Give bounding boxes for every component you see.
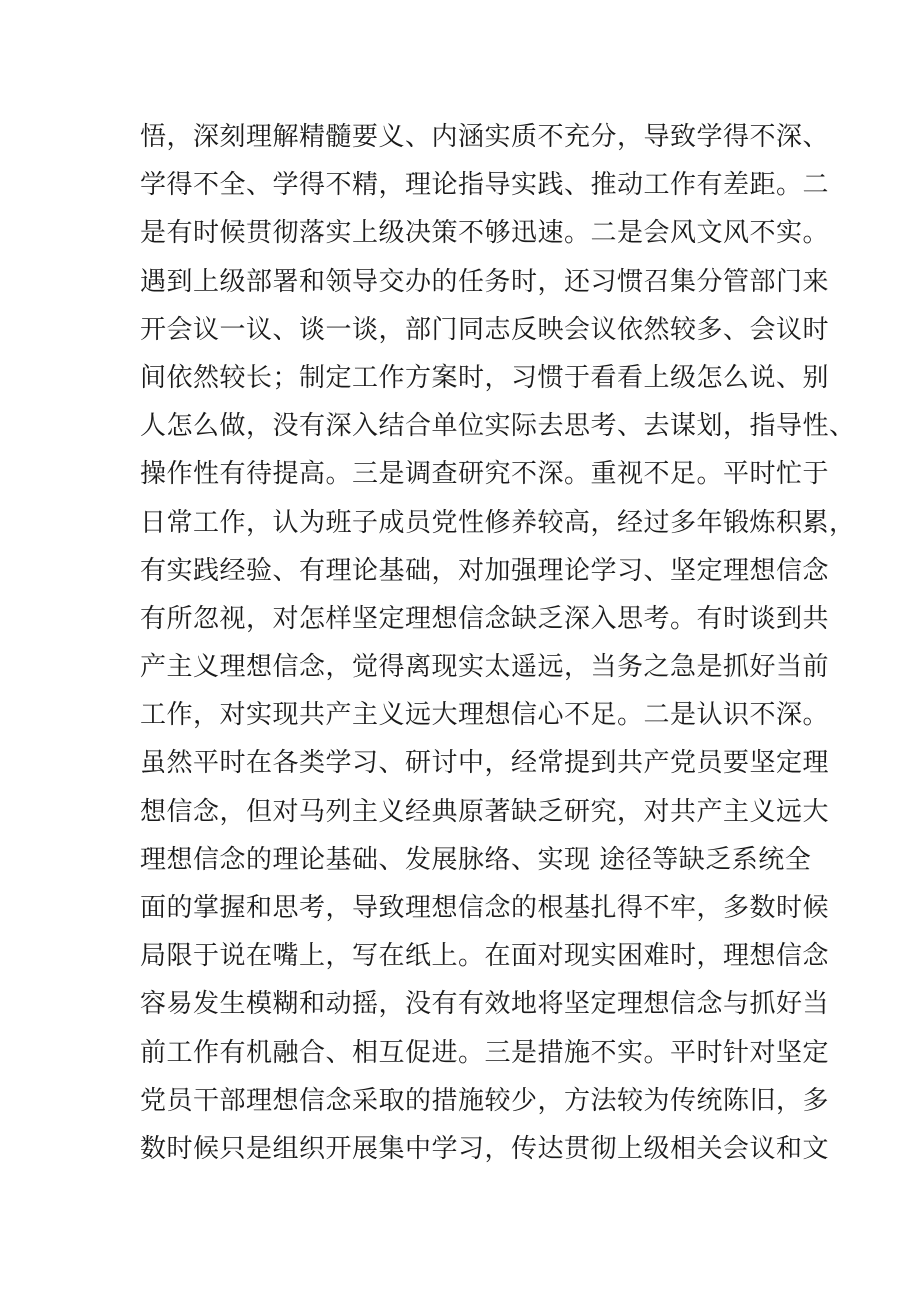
text-line: 数时候只是组织开展集中学习，传达贯彻上级相关会议和文	[140, 1133, 830, 1164]
text-line: 容易发生模糊和动摇，没有有效地将坚定理想信念与抓好当	[140, 989, 830, 1020]
text-line: 面的掌握和思考，导致理想信念的根基扎得不牢，多数时候	[140, 893, 830, 923]
text-line: 开会议一议、谈一谈，部门同志反映会议依然较多、会议时	[140, 314, 830, 345]
text-line: 想信念，但对马列主义经典原著缺乏研究，对共产主义远大	[140, 796, 830, 827]
text-line: 遇到上级部署和领导交办的任务时，还习惯召集分管部门来	[140, 266, 830, 297]
text-line: 虽然平时在各类学习、研讨中，经常提到共产党员要坚定理	[140, 748, 830, 779]
text-line: 操作性有待提高。三是调查研究不深。重视不足。平时忙于	[140, 459, 830, 490]
text-line: 有实践经验、有理论基础，对加强理论学习、坚定理想信念	[140, 555, 830, 586]
text-line: 人怎么做，没有深入结合单位实际去思考、去谋划，指导性、	[140, 411, 856, 442]
text-line: 理想信念的理论基础、发展脉络、实现 途径等缺乏系统全	[140, 844, 812, 875]
text-line: 是有时候贯彻落实上级决策不够迅速。二是会风文风不实。	[140, 218, 830, 249]
text-line: 日常工作，认为班子成员党性修养较高，经过多年锻炼积累，	[140, 507, 856, 538]
text-line: 局限于说在嘴上，写在纸上。在面对现实困难时，理想信念	[140, 941, 830, 972]
text-line: 产主义理想信念，觉得离现实太遥远，当务之急是抓好当前	[140, 652, 830, 683]
text-line: 间依然较长；制定工作方案时，习惯于看看上级怎么说、别	[140, 362, 830, 393]
text-line: 悟，深刻理解精髓要义、内涵实质不充分，导致学得不深、	[140, 122, 830, 152]
text-line: 学得不全、学得不精，理论指导实践、推动工作有差距。二	[140, 170, 830, 201]
text-line: 工作，对实现共产主义远大理想信心不足。二是认识不深。	[140, 700, 830, 731]
text-line: 前工作有机融合、相互促进。三是措施不实。平时针对坚定	[140, 1037, 830, 1068]
text-line: 有所忽视，对怎样坚定理想信念缺乏深入思考。有时谈到共	[140, 603, 830, 634]
text-line: 党员干部理想信念采取的措施较少，方法较为传统陈旧，多	[140, 1085, 830, 1116]
body-text	[140, 113, 856, 1173]
